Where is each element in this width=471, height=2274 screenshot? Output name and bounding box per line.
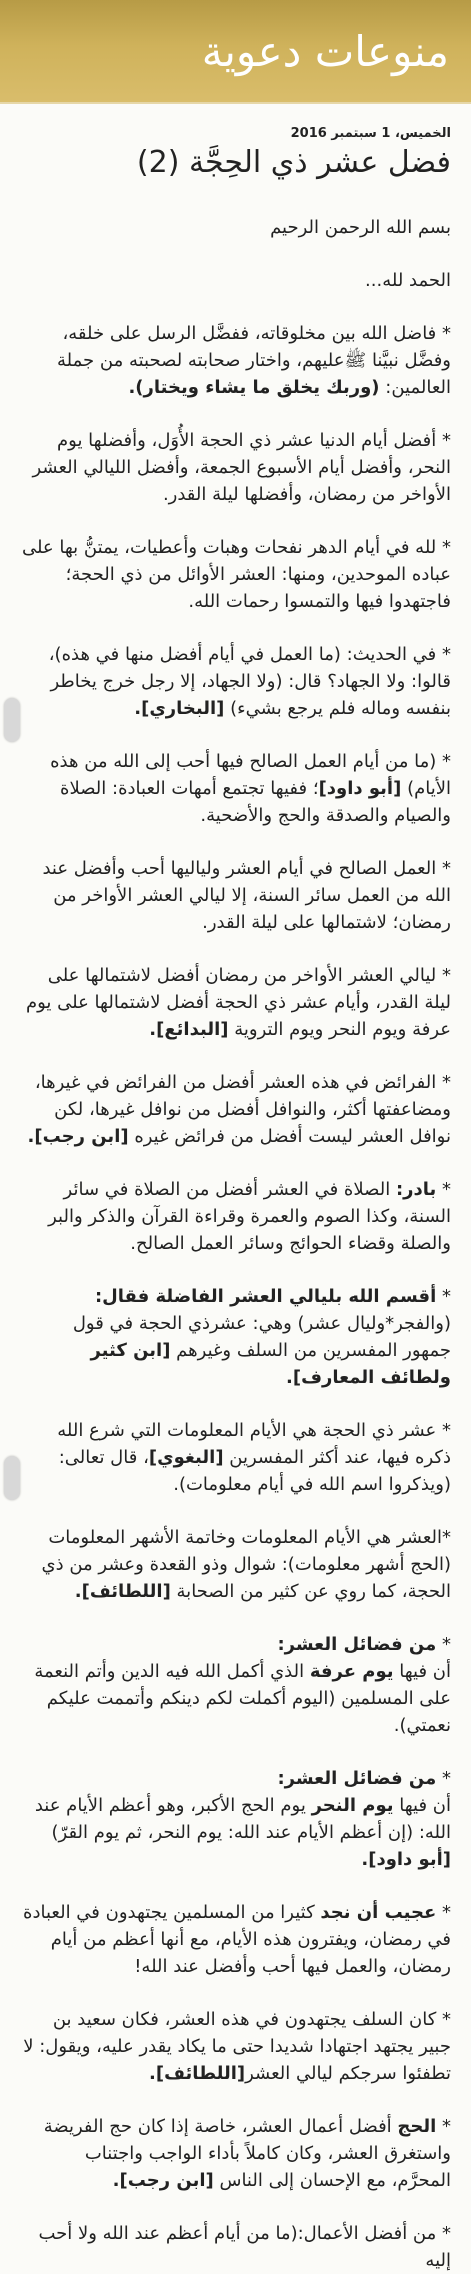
bold-text: يوم عرفة	[309, 1661, 394, 1682]
scroll-handle[interactable]	[4, 698, 20, 742]
text-span: * الفرائض في هذه العشر أفضل من الفرائض في غيرها، ومضاعفتها أكثر، والنوافل أفضل من نوافل غيرها، لكن نوافل العشر ليست أفضل من فرائض غيره	[34, 1072, 451, 1147]
post-paragraph	[20, 2113, 451, 2194]
text-span: (والفجر*وليال عشر) وهي: عشرذي الحجة في قول جمهور المفسرين من السلف وغيرهم	[72, 1313, 451, 1361]
text-span: * لله في أيام الدهر نفحات وهبات وأعطيات، يمتنُّ بها على عباده الموحدين، ومنها: العشر الأوائل من ذي الحجة؛ فاجتهدوا فيها والتمسوا رحمات الله.	[21, 537, 451, 612]
text-span: * عشر ذي الحجة هي الأيام المعلومات التي شرع الله ذكره فيها، عند أكثر المفسرين	[57, 1420, 451, 1468]
text-span: الذي أكمل الله فيه الدين وأتم النعمة على المسلمين (اليوم أكملت لكم دينكم وأتممت عليكم نعمتي).	[34, 1661, 451, 1736]
post-paragraph	[20, 855, 451, 936]
text-span: *	[436, 1768, 451, 1789]
text-span: ؛ ففيها تجتمع أمهات العبادة: الصلاة والصيام والصدقة والحج والأضحية.	[60, 778, 451, 826]
post-paragraph	[20, 641, 451, 722]
post-paragraph	[20, 1283, 451, 1391]
post-paragraph	[20, 1069, 451, 1150]
post-date: الخميس، 1 سبتمبر 2016	[290, 126, 451, 141]
blog-title[interactable]: منوعات دعوية	[201, 26, 449, 76]
text-span: *	[436, 1902, 451, 1923]
bold-text: [أبو داود].	[361, 1849, 451, 1870]
post-paragraph	[20, 962, 451, 1043]
post	[0, 104, 471, 2274]
text-span: يوم الحج الأكبر، وهو أعظم الأيام عند الله: (إن أعظم الأيام عند الله: يوم النحر، ثم يوم القرّ)	[34, 1795, 451, 1843]
post-body	[20, 214, 451, 2274]
post-paragraph	[20, 267, 451, 294]
text-span: كثيرا من المسلمين يجتهدون في العبادة في رمضان، ويفترون هذه الأيام، مع أنها أعظم من أيام رمضان، والعمل فيها أحب وأفضل عند الله!	[23, 1902, 451, 1977]
post-paragraph	[20, 1524, 451, 1605]
bold-text: الحج	[397, 2116, 437, 2137]
post-paragraph	[20, 2006, 451, 2087]
bold-text: من فضائل العشر:	[277, 1634, 437, 1655]
bold-text: [اللطائف].	[74, 1581, 171, 1602]
text-span: *العشر هي الأيام المعلومات وخاتمة الأشهر المعلومات (الحج أشهر معلومات): شوال وذو القعدة وعشر من ذي الحجة، كما روي عن كثير من الصحابة	[41, 1527, 451, 1602]
bold-text: عجيب أن نجد	[320, 1902, 437, 1923]
post-paragraph	[20, 1176, 451, 1257]
bold-text: [أبو داود]	[318, 778, 402, 799]
bold-text: (وربك يخلق ما يشاء ويختار).	[128, 377, 380, 398]
post-paragraph	[20, 748, 451, 829]
text-span: *	[436, 2116, 451, 2137]
text-span: ، قال تعالى: (ويذكروا اسم الله في أيام معلومات).	[58, 1447, 451, 1495]
text-span: أن فيها	[393, 1795, 451, 1816]
text-span: أفضل أعمال العشر، خاصة إذا كان حج الفريضة واستغرق العشر، وكان كاملاً بأداء الواجب واجتناب المحرَّم، مع الإحسان إلى الناس	[43, 2116, 451, 2191]
text-span: *	[436, 1634, 451, 1655]
bold-text: [ابن كثير ولطائف المعارف].	[90, 1340, 451, 1388]
text-span: * كان السلف يجتهدون في هذه العشر، فكان سعيد بن جبير يجتهد اجتهادا شديدا حتى ما يكاد يقدر عليه، ويقول: لا تطفئوا سرجكم ليالي العشر	[23, 2009, 451, 2084]
text-span: أن فيها	[393, 1661, 451, 1682]
bold-text: من فضائل العشر:	[277, 1768, 437, 1789]
post-paragraph	[20, 1765, 451, 1873]
bold-text: [ابن رجب].	[27, 1126, 129, 1147]
post-paragraph	[20, 427, 451, 508]
post-paragraph	[20, 1417, 451, 1498]
bold-text: يوم النحر	[311, 1795, 394, 1816]
text-span: * (ما من أيام العمل الصالح فيها أحب إلى الله من هذه الأيام)	[50, 751, 451, 799]
text-span: بسم الله الرحمن الرحيم	[270, 217, 451, 238]
text-span: * في الحديث: (ما العمل في أيام أفضل منها في هذه)، قالوا: ولا الجهاد؟ قال: (ولا الجهاد، إلا رجل خرج يخاطر بنفسه وماله فلم يرجع بشيء)	[48, 644, 451, 719]
post-paragraph	[20, 1899, 451, 1980]
text-span: * ليالي العشر الأواخر من رمضان أفضل لاشتمالها على ليلة القدر، وأيام عشر ذي الحجة أفضل لاشتمالها على يوم عرفة ويوم النحر ويوم التروية	[25, 965, 451, 1040]
bold-text: [البدائع].	[149, 1019, 229, 1040]
post-title[interactable]: فضل عشر ذي الحِجَّة (2)	[136, 145, 451, 180]
bold-text: [البخاري].	[134, 698, 225, 719]
post-paragraph	[20, 320, 451, 401]
post-paragraph	[20, 2220, 451, 2274]
text-span: * من أفضل الأعمال:(ما من أيام أعظم عند الله ولا أحب إليه	[38, 2223, 451, 2271]
bold-text: أقسم الله بليالي العشر الفاضلة فقال:	[94, 1286, 437, 1307]
post-paragraph	[20, 534, 451, 615]
text-span: الحمد لله...	[365, 270, 451, 291]
text-span: * العمل الصالح في أيام العشر ولياليها أحب وأفضل عند الله من العمل سائر السنة، إلا ليالي العشر الأواخر من رمضان؛ لاشتمالها على ليلة القدر.	[42, 858, 451, 933]
text-span: الصلاة في العشر أفضل من الصلاة في سائر السنة، وكذا الصوم والعمرة وقراءة القرآن والذكر والبر والصلة وقضاء الحوائج وسائر العمل الصالح.	[48, 1179, 451, 1254]
text-span: *	[436, 1286, 451, 1307]
scroll-handle[interactable]	[4, 1456, 20, 1500]
post-paragraph	[20, 1631, 451, 1739]
post-paragraph	[20, 214, 451, 241]
bold-text: [ابن رجب].	[112, 2170, 214, 2191]
text-span: *	[436, 1179, 451, 1200]
text-span: * فاضل الله بين مخلوقاته، ففضَّل الرسل على خلقه، وفضَّل نبيَّنا ﷺعليهم، واختار صحابته لصحبته من جملة العالمين:	[57, 323, 451, 398]
bold-text: [اللطائف].	[149, 2063, 246, 2084]
bold-text: بادر:	[395, 1179, 437, 1200]
text-span: * أفضل أيام الدنيا عشر ذي الحجة الأُوَل، وأفضلها يوم النحر، وأفضل أيام الأسبوع الجمعة، وأفضل الليالي العشر الأواخر من رمضان، وأفضلها ليلة القدر.	[32, 430, 451, 505]
bold-text: [البغوي]	[148, 1447, 224, 1468]
blog-header	[0, 0, 471, 104]
